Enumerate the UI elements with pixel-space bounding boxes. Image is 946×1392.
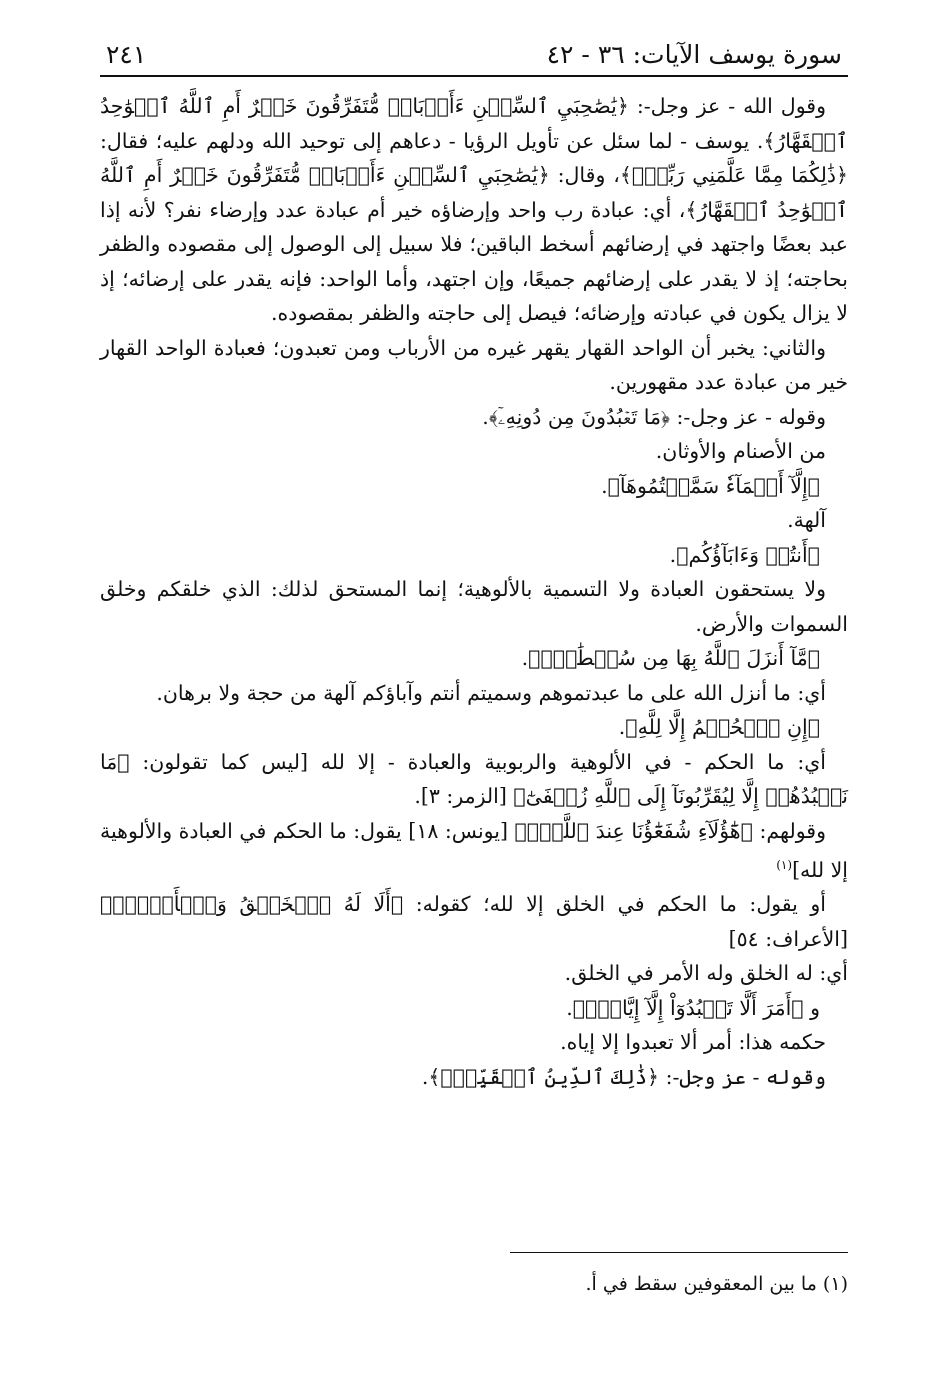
main-text	[100, 89, 848, 1094]
paragraph-10: أي: ما أنزل الله على ما عبدتموهم وسميتم أنتم وآباؤكم آلهة من حجة ولا برهان.	[156, 680, 826, 705]
page-number: ٢٤١	[106, 40, 147, 69]
verse-quote: ﴿إِنِ ٱلۡحُكۡمُ إِلَّا لِلَّهِ﴾.	[618, 715, 820, 739]
paragraph-12: أي: ما الحكم - في الألوهية والربوبية والعبادة - إلا لله [ليس كما تقولون: ﴿مَا نَعۡبُدُهُمۡ إِلَّا لِيُقَرِّبُونَآ إِلَى ٱللَّهِ زُلۡفَىٰٓ﴾ [الزمر: ٣].	[100, 749, 848, 808]
paragraph-8: ولا يستحقون العبادة ولا التسمية بالألوهية؛ إنما المستحق لذلك: الذي خلقكم وخلق السموات والأرض.	[100, 577, 848, 636]
verse-quote: ﴿إِلَّآ أَسۡمَآءٗ سَمَّيۡتُمُوهَآ﴾.	[601, 473, 820, 498]
verse-quote: ﴿مَّآ أَنزَلَ ٱللَّهُ بِهَا مِن سُلۡطَٰنٍۚ﴾.	[521, 646, 820, 670]
footnote: (١) ما بين المعقوفين سقط في أ.	[585, 1273, 848, 1295]
header-title: سورة يوسف الآيات: ٣٦ - ٤٢	[546, 40, 842, 69]
paragraph-17: حكمه هذا: أمر ألا تعبدوا إلا إياه.	[560, 1030, 826, 1055]
footnote-divider	[510, 1252, 848, 1253]
paragraph-4: من الأصنام والأوثان.	[655, 439, 826, 463]
paragraph-3: وقوله - عز وجل-: ﴿مَا تَعۡبُدُونَ مِن دُونِهِۦٓ﴾.	[482, 404, 826, 429]
paragraph-2: والثاني: يخبر أن الواحد القهار يقهر غيره من الأرباب ومن تعبدون؛ فعبادة الواحد القهار خير من عبادة عدد مقهورين.	[100, 335, 848, 394]
running-header	[100, 40, 848, 77]
paragraph-13	[100, 814, 848, 888]
footnote-marker: (١)	[776, 858, 793, 872]
verse-quote: ﴿أَنتُمۡ وَءَابَآؤُكُم﴾.	[669, 542, 820, 567]
paragraph-13-text: وقولهم: ﴿هَٰٓؤُلَآءِ شُفَعَٰٓؤُنَا عِندَ ٱللَّهِۚ﴾ [يونس: ١٨] يقول: ما الحكم في العبادة والألوهية إلا لله]	[100, 818, 848, 882]
page	[100, 40, 848, 1094]
verse-quote: و ﴿أَمَرَ أَلَّا تَعۡبُدُوٓاْ إِلَّآ إِيَّاهُۚ﴾.	[566, 995, 820, 1020]
paragraph-18: وقوله - عز وجل-: ﴿ذَٰلِكَ ٱلدِّينُ ٱلۡقَيِّمُۚ﴾.	[421, 1064, 826, 1089]
paragraph-15: أي: له الخلق وله الأمر في الخلق.	[564, 961, 848, 986]
paragraph-6: آلهة.	[787, 508, 826, 532]
paragraph-14: أو يقول: ما الحكم في الخلق إلا لله؛ كقوله: ﴿أَلَا لَهُ ٱلۡخَلۡقُ وَٱلۡأَمۡرُۗ﴾ [الأعراف: ٥٤]	[100, 892, 848, 951]
paragraph-1: وقول الله - عز وجل-: ﴿يَٰصَٰحِبَيِ ٱلسِّجۡنِ ءَأَرۡبَابٞ مُّتَفَرِّقُونَ خَيۡرٌ أَمِ ٱللَّهُ ٱلۡوَٰحِدُ ٱلۡقَهَّارُ﴾. يوسف - لما سئل عن تأويل الرؤيا - دعاهم إلى توحيد الله ودلهم عليه؛ فقال: ﴿ذَٰلِكُمَا مِمَّا عَلَّمَنِي رَبِّيٓۚ﴾، وقال: ﴿يَٰصَٰحِبَيِ ٱلسِّجۡنِ ءَأَرۡبَابٞ مُّتَفَرِّقُونَ خَيۡرٌ أَمِ ٱللَّهُ ٱلۡوَٰحِدُ ٱلۡقَهَّارُ﴾، أي: عبادة رب واحد وإرضاؤه خير أم عبادة عدد وإرضاء نفر؟ لأنه إذا عبد بعضًا واجتهد في إرضائهم أسخط الباقين؛ فلا سبيل إلى الوصول إلى مقصوده والظفر بحاجته؛ إذ لا يقدر على إرضائهم جميعًا، وإن اجتهد، وأما الواحد: فإنه يقدر على إرضائه؛ إذ لا يزال يكون في عبادته وإرضائه؛ فيصل إلى حاجته والظفر بمقصوده.	[100, 94, 848, 325]
